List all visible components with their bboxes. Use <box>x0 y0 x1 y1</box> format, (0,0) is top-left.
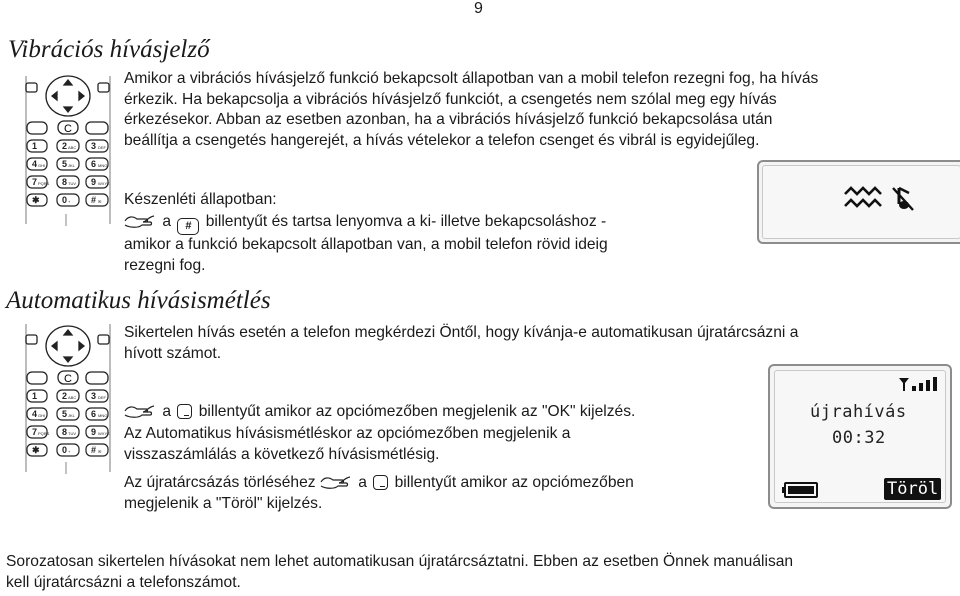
svg-text:5: 5 <box>62 409 68 419</box>
svg-text:WXYZ: WXYZ <box>98 431 110 436</box>
softkey-icon <box>177 404 192 419</box>
svg-text:3: 3 <box>91 141 97 151</box>
lcd-softkey-delete: Töröl <box>884 478 941 500</box>
instruction-line: rezegni fog. <box>124 256 206 274</box>
section-title-auto-redial: Automatikus hívásismétlés <box>6 287 271 314</box>
auto-redial-countdown-text: Az Automatikus hívásismétléskor az opciómezőben megjelenik a visszaszámlálás a következő hívásismétlésig. <box>124 425 571 463</box>
svg-text:9: 9 <box>91 427 97 437</box>
lcd-redial-label: újrahívás <box>810 402 907 422</box>
vibration-instruction: a # billentyűt és tartsa lenyomva a ki- illetve bekapcsoláshoz - amikor a funkció bekapcsolt állapotban van, a mobil telefon rövid ideig rezegni fog. <box>124 212 608 276</box>
svg-text:DEF: DEF <box>98 145 106 150</box>
vibration-mode-icon <box>843 184 923 212</box>
lcd-display-redial <box>768 364 952 509</box>
paragraph-line: hívott számot. <box>124 344 222 362</box>
footer-note: Sorozatosan sikertelen hívásokat nem lehet automatikusan újratárcsáztatni. Ebben az esetben Önnek manuálisan kell újratárcsázni a telefonszámot. <box>6 553 794 591</box>
paragraph-line: Amikor a vibrációs hívásjelző funkció bekapcsolt állapotban van a mobil telefon rezegni fog, ha hívás <box>124 70 819 87</box>
paragraph-line: beállítja a csengetés hangerejét, a hívás vételekor a telefon csenget és vibrál is egyidejűleg. <box>124 131 760 149</box>
svg-text:+: + <box>68 199 71 204</box>
svg-text:WXYZ: WXYZ <box>98 181 110 186</box>
svg-text:✉: ✉ <box>98 449 102 454</box>
section-title-vibration: Vibrációs hívásjelző <box>8 36 210 63</box>
svg-text:4: 4 <box>32 409 38 419</box>
standby-label: Készenléti állapotban: <box>124 191 277 208</box>
svg-text:3: 3 <box>91 391 97 401</box>
press-hand-icon <box>124 403 158 419</box>
svg-text:+: + <box>68 449 71 454</box>
signal-strength-icon <box>898 376 940 392</box>
phone-keypad-illustration <box>22 322 114 478</box>
svg-text:9: 9 <box>91 177 97 187</box>
paragraph-line: érkezik. Ha bekapcsolja a vibrációs hívásjelző funkciót, a csengetés nem szólal meg egy hívás <box>124 90 777 108</box>
paragraph-line: Sikertelen hívás esetén a telefon megkérdezi Öntől, hogy kívánja-e automatikusan újratárcsázni a <box>124 324 799 341</box>
press-hand-icon <box>320 474 354 490</box>
lcd-display-vibration <box>757 160 960 244</box>
svg-text:2: 2 <box>62 141 68 151</box>
svg-text:TUV: TUV <box>68 181 76 186</box>
svg-text:7: 7 <box>32 427 38 437</box>
svg-text:6: 6 <box>91 409 97 419</box>
hash-key-icon: # <box>177 218 199 235</box>
lcd-countdown: 00:32 <box>832 428 886 448</box>
svg-text:7: 7 <box>32 177 38 187</box>
svg-text:6: 6 <box>91 159 97 169</box>
softkey-icon <box>373 475 388 490</box>
page-number: 9 <box>474 0 483 17</box>
auto-redial-cancel-instruction: Az újratárcsázás törléséhez a billentyűt amikor az opciómezőben megjelenik a "Töröl" kijelzés. <box>124 474 634 512</box>
svg-text:GHI: GHI <box>38 163 46 168</box>
svg-text:✱: ✱ <box>32 445 40 455</box>
svg-text:8: 8 <box>62 427 68 437</box>
svg-text:GHI: GHI <box>38 413 46 418</box>
svg-text:5: 5 <box>62 159 68 169</box>
svg-text:1: 1 <box>32 391 38 401</box>
clear-key-label: C <box>64 123 72 135</box>
auto-redial-instruction-ok: a billentyűt amikor az opciómezőben megjelenik az "OK" kijelzés. <box>124 402 635 423</box>
svg-text:MNO: MNO <box>98 163 108 168</box>
svg-text:ABC: ABC <box>68 395 77 400</box>
press-hand-icon <box>124 213 158 229</box>
svg-text:DEF: DEF <box>98 395 106 400</box>
clear-key-label: C <box>64 373 72 385</box>
svg-text:TUV: TUV <box>68 431 76 436</box>
vibration-paragraph <box>124 69 818 151</box>
auto-redial-paragraph <box>124 323 798 364</box>
phone-keypad-illustration <box>22 74 114 230</box>
svg-text:2: 2 <box>62 391 68 401</box>
svg-text:✱: ✱ <box>32 195 40 205</box>
svg-text:PQRS: PQRS <box>38 431 50 436</box>
battery-icon <box>782 482 818 498</box>
svg-text:0: 0 <box>62 445 68 455</box>
svg-text:ABC: ABC <box>68 145 77 150</box>
svg-text:#: # <box>91 445 97 455</box>
svg-text:JKL: JKL <box>68 413 75 418</box>
svg-text:MNO: MNO <box>98 413 108 418</box>
svg-text:1: 1 <box>32 141 38 151</box>
svg-text:✉: ✉ <box>98 199 102 204</box>
svg-text:4: 4 <box>32 159 38 169</box>
svg-text:8: 8 <box>62 177 68 187</box>
svg-text:PQRS: PQRS <box>38 181 50 186</box>
paragraph-line: érkezésekor. Abban az esetben azonban, ha a vibrációs hívásjelző funkció bekapcsolása után <box>124 111 773 128</box>
svg-text:#: # <box>91 195 97 205</box>
svg-text:JKL: JKL <box>68 163 75 168</box>
instruction-line: amikor a funkció bekapcsolt állapotban van, a mobil telefon rövid ideig <box>124 236 608 253</box>
svg-text:0: 0 <box>62 195 68 205</box>
